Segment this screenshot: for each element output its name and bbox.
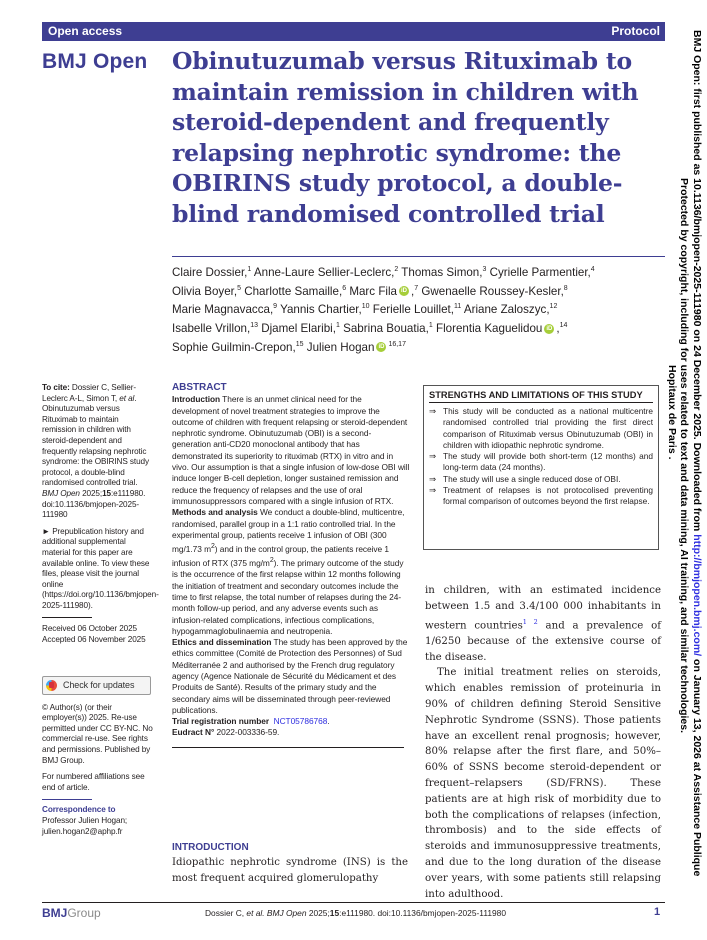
arrow-icon: ⇒ — [429, 406, 436, 416]
correspondence-email[interactable]: julien.hogan2@aphp.fr — [42, 826, 123, 836]
open-access-label: Open access — [48, 24, 123, 38]
strength-text: Treatment of relapses is not protocolised preventing formal comparison of outcomes beyond the first relapse. — [443, 485, 653, 507]
author-name: Djamel Elaribi, — [261, 321, 336, 335]
introduction-left-text: Idiopathic nephrotic syndrome (INS) is the most frequent acquired glomerulopathy — [172, 857, 408, 884]
footer-journal: BMJ Open — [264, 908, 307, 918]
prepublication-note — [42, 526, 159, 612]
intro-label: Introduction — [172, 394, 221, 405]
logo-bold: BMJ — [42, 906, 68, 920]
correspondence-divider — [42, 799, 92, 800]
page-number: 1 — [654, 906, 661, 918]
footer-cite-a: Dossier C, — [205, 908, 247, 918]
arrow-icon: ⇒ — [429, 485, 436, 496]
side-notice-text-a: BMJ Open: first published as 10.1136/bmjopen-2025-111980 on 24 December 2025. Downloaded from — [691, 30, 703, 535]
abstract-heading: ABSTRACT — [172, 382, 227, 393]
strength-text: The study will provide both short-term (12 months) and long-term data (24 months). — [443, 451, 653, 473]
p1-text-b: and a prevalence of 1/6250 because of the extensive course of the disease. — [425, 619, 661, 663]
correspondence-name: Professor Julien Hogan; — [42, 816, 128, 825]
eudract-value: 2022-003336-59. — [214, 727, 280, 738]
author-name: Anne-Laure Sellier-Leclerc, — [253, 265, 395, 279]
author-name: Ariane Zaloszyc, — [463, 303, 550, 317]
footer-divider — [42, 902, 665, 903]
methods-sup-2: 2 — [269, 557, 274, 565]
crossmark-icon — [46, 680, 57, 691]
title-divider — [172, 256, 665, 257]
author-name: Claire Dossier, — [172, 265, 248, 279]
orcid-icon[interactable]: iD — [546, 325, 553, 332]
methods-label: Methods and analysis — [172, 507, 258, 518]
strength-text: The study will use a single reduced dose of OBI. — [443, 473, 621, 484]
ethics-label: Ethics and dissemination — [172, 637, 272, 648]
logo-light: Group — [67, 906, 101, 920]
intro-paragraph-1 — [425, 583, 661, 665]
trial-registration — [172, 716, 410, 727]
trial-number-link[interactable]: NCT05786768 — [273, 716, 328, 727]
author-name: Ferielle Louillet, — [372, 303, 454, 317]
orcid-icon[interactable]: iD — [401, 288, 407, 295]
side-notice-text-b: on January 13, 2026 at Assistance Publique — [691, 656, 703, 877]
list-item — [429, 406, 653, 451]
abstract-divider — [172, 747, 404, 748]
affiliation-number: 6 — [342, 284, 347, 292]
top-banner — [42, 22, 665, 41]
side-notice-line-3: Protected by copyright, including for uses related to text and data mining, AI training, and similar technologies. — [678, 178, 690, 734]
cite-year: 2025; — [79, 488, 103, 498]
abstract-ethics — [172, 637, 410, 716]
author-name: Sabrina Bouatia, — [343, 321, 429, 335]
list-item — [429, 451, 653, 474]
author-name: Cyrielle Parmentier, — [489, 265, 591, 279]
author-name: Marc Fila — [349, 284, 397, 298]
abstract — [172, 382, 410, 748]
author-name: Yannis Chartier, — [280, 303, 362, 317]
eudract-label: Eudract N° — [172, 727, 215, 738]
arrow-icon: ⇒ — [429, 473, 436, 484]
accepted-date: Accepted 06 November 2025 — [42, 635, 146, 645]
methods-sup-1: 2 — [210, 543, 215, 551]
methods-text-3: ). The primary outcome of the study is the occurrence of the first relapse within 12 months following the initiation of treatment and secondary outcomes include the time to first relapse, the total number of relapses during the 24-month follow-up period, and any adverse events such as infusion-related complications, infectious complications, hypogammaglobulinaemia and neutropenia. — [172, 558, 404, 636]
footer-year: 2025; — [306, 908, 330, 918]
check-updates-label: Check for updates — [63, 679, 135, 690]
author-name: Thomas Simon, — [401, 265, 483, 279]
cite-text: Dossier C, Sellier-Leclerc A-L, Simon T, — [42, 383, 136, 403]
author-name: Charlotte Samaille, — [244, 284, 343, 298]
reference-link[interactable]: 1 2 — [522, 617, 538, 626]
affiliation-number: 10 — [361, 303, 370, 311]
received-date: Received 06 October 2025 — [42, 624, 138, 634]
triangle-bullet-icon: ► — [42, 526, 51, 536]
abstract-introduction — [172, 394, 410, 507]
eudract — [172, 727, 410, 738]
affiliation-number: 15 — [295, 340, 304, 348]
orcid-icon[interactable]: iD — [378, 344, 385, 351]
affiliation-number: 13 — [250, 321, 258, 329]
author-name: Isabelle Vrillon, — [172, 321, 251, 335]
methods-text-1: We conduct a double-blind, multicentre, randomised, parallel group in a 1:1 ratio controlled trial. In the experimental group, patients receive 1 infusion of OBI (300 mg/1.73 m — [172, 507, 405, 554]
strengths-heading: STRENGTHS AND LIMITATIONS OF THIS STUDY — [429, 390, 653, 403]
affiliation-number: 5 — [237, 284, 241, 292]
strengths-list — [429, 406, 653, 508]
footer-doi: :e111980. doi:10.1136/bmjopen-2025-111980 — [339, 908, 506, 918]
affiliations-note: For numbered affiliations see end of article. — [42, 772, 145, 792]
affiliation-number: 12 — [549, 303, 558, 311]
article-type-label: Protocol — [611, 24, 660, 38]
side-notice-line-2: Hopitaux de Paris . — [666, 365, 678, 460]
author-name: Florentia Kaguelidou — [436, 321, 543, 335]
footer-volume: 15 — [329, 908, 340, 918]
p1-text-a: in children, with an estimated incidence between 1.5 and 3.4/100 000 inhabitants in western countries — [425, 585, 661, 631]
trial-end: . — [327, 716, 330, 727]
affiliation-number: 1 — [428, 321, 433, 329]
trial-label: Trial registration number — [172, 716, 270, 727]
bmj-group-logo — [42, 906, 101, 920]
introduction-heading: INTRODUCTION — [172, 842, 249, 853]
author-name: Marie Magnavacca, — [172, 303, 274, 317]
affiliation-number: 4 — [590, 266, 595, 273]
author-name: Sophie Guilmin-Crepon, — [172, 340, 296, 354]
correspondence-heading: Correspondence to — [42, 805, 116, 815]
strength-text: This study will be conducted as a national multicentre randomised controlled trial providing the first direct comparison of Rituximab versus Obinutuzumab (OBI) in children with idiopathic nephrotic syndrome. — [443, 406, 653, 450]
sidebar-divider — [42, 617, 92, 618]
strengths-limitations-box — [423, 385, 659, 550]
citation-block — [42, 383, 154, 521]
affiliation-number: 9 — [273, 303, 278, 311]
arrow-icon: ⇒ — [429, 451, 436, 462]
journal-logo: BMJ Open — [42, 50, 148, 73]
list-item — [429, 474, 653, 485]
cite-etal: et al — [119, 393, 135, 403]
affiliation-number: 14 — [559, 321, 568, 329]
cite-label: To cite: — [42, 383, 70, 392]
methods-text-2: ) and in the control group, the patients receive 1 infusion of RTX (375 mg/m — [172, 543, 389, 569]
affiliation-number: 16,17 — [388, 340, 406, 348]
intro-paragraph-2: The initial treatment relies on steroids, which enables remission of proteinuria in 90% of children defining Steroid Sensitive Nephrotic Syndrome (SSNS). Those patients have an excellent renal prognosis; however, 80% relapse after the first flare, and 50%–60% of SSNS become steroid-dependent or frequent–relapsers (SD/FRNS). These patients are at high risk of morbidity due to both the complications of relapses (infection, thrombosis) and to the side effects of steroids and immunosuppressive treatments, and due to the long duration of the disease over years, with some patients still relapsing into adulthood. — [425, 667, 661, 900]
intro-text: There is an unmet clinical need for the development of novel treatment strategies to improve the outcome of children with frequent relapsing or steroid-dependent nephrotic syndrome. Obinutuzumab (OBI) is a second-generation anti-CD20 monoclonal antibody that has demonstrated its superiority to rituximab (RTX) in vitro and in vivo. Our assumption is that a single infusion of low-dose OBI will induce longer B-cell depletion, longer sustained remission and reduce the frequency of relapses and the use of oral immunosuppressors compared with a single infusion of RTX. — [172, 394, 410, 506]
list-item — [429, 485, 653, 508]
affiliation-number: 2 — [394, 266, 399, 273]
introduction-right-column — [425, 583, 661, 902]
author-name: Gwenaelle Roussey-Kesler, — [421, 284, 564, 298]
affiliation-number: 7 — [414, 284, 419, 292]
affiliation-number: 8 — [563, 284, 568, 292]
affiliation-number: 1 — [335, 321, 340, 329]
check-for-updates-button[interactable] — [42, 676, 151, 695]
cite-journal: BMJ Open — [42, 488, 80, 498]
author-list: Claire Dossier,$^1$ Anne-Laure Sellier-Leclerc,$^2$ Thomas Simon,$^3$ Cyrielle Parmentier,$^4$ Olivia Boyer,$^5$ Charlotte Samaille,$^6$ Marc Fila iD ,$^7$ Gwenaelle Roussey-Kesler,$^8$ Marie Magnavacca,$^9$ Yannis Chartier,$^{10}$ Ferielle Louillet,$^{11}$ Ariane Zaloszyc,$^{12}$ Isabelle Vrillon,$^{13}$ Djamel Elaribi,$^1$ Sabrina Bouatia,$^1$ Florentia Kaguelidou iD ,$^{14}$ Sophie Guilmin-Crepon,$^{15}$ Julien Hogan iD $^{16,17}$ — [172, 265, 595, 354]
author-name: Julien Hogan — [306, 340, 375, 354]
left-sidebar — [42, 383, 159, 837]
copyright-note: © Author(s) (or their employer(s)) 2025. Re-use permitted under CC BY-NC. No commercial re-use. See rights and permissions. Published by BMJ Group. — [42, 702, 153, 765]
footer-citation — [205, 908, 506, 918]
ethics-text: The study has been approved by the ethics committee (Comité de Protection des Personnes) of Sud Méditerranée 2 and authorised by the French drug regulatory agency (Agence Nationale de Sécurité du Médicament et des Produits de Santé). Results of the primary study and the secondary aims will be disseminated through peer-reviewed publications. — [172, 637, 408, 715]
side-notice-line-1 — [691, 30, 703, 876]
article-title: Obinutuzumab versus Rituximab to maintain remission in children with steroid-dependent and frequently relapsing nephrotic syndrome: the OBIRINS study protocol, a double-blind randomised controlled trial — [172, 47, 639, 228]
affiliation-number: 11 — [453, 303, 462, 311]
cite-volume: 15 — [102, 488, 111, 498]
affiliation-number: 3 — [482, 266, 487, 273]
side-notice-link[interactable]: http://bmjopen.bmj.com/ — [691, 534, 703, 657]
prepub-text[interactable]: Prepublication history and additional supplemental material for this paper are available online. To view these files, please visit the journal online (https://doi.org/10.1136/bmjopen-2025-111980). — [42, 526, 159, 610]
abstract-methods — [172, 507, 410, 637]
affiliation-number: 1 — [247, 266, 252, 273]
cite-doi: :e111980. doi:10.1136/bmjopen-2025-111980 — [42, 488, 146, 520]
footer-etal: et al. — [246, 908, 265, 918]
cite-text-2: . Obinutuzumab versus Rituximab to maintain remission in children with steroid-dependent and frequently relapsing nephrotic syndrome: the OBIRINS study protocol, a double-blind randomised controlled trial. — [42, 393, 149, 488]
author-name: Olivia Boyer, — [172, 284, 238, 298]
